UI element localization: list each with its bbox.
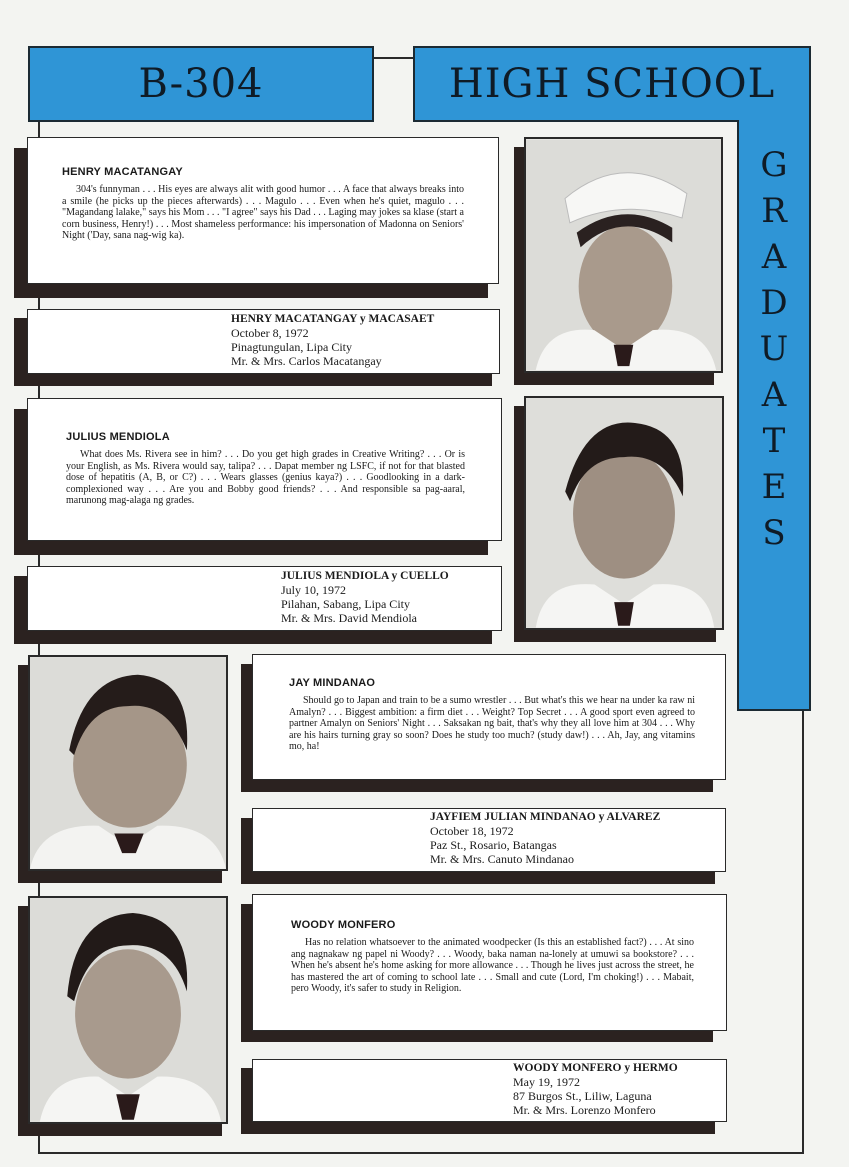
- parents: Mr. & Mrs. David Mendiola: [281, 611, 417, 625]
- birthdate: May 19, 1972: [513, 1075, 580, 1089]
- bio-name: HENRY MACATANGAY: [62, 166, 183, 178]
- section-title: B-304: [138, 61, 264, 107]
- info-block: [231, 312, 434, 368]
- bio-text: Should go to Japan and train to be a sumo wrestler . . . But what's this we hear na under ka raw ni Amalyn? . . . Biggest ambition: a firm diet . . . Weight? Top Secret . . . A good sport even agreed to partner Amalyn on Seniors' Night . . . Saksakan ng bait, that's why they all love him at 304 . . . Why are his hairs turning gray so soon? Does he study too much? (study daw!) . . . Ah, Jay, ang vitamins mo, ha!: [289, 695, 695, 752]
- frame-line: [802, 711, 804, 1154]
- portrait-photo: [28, 655, 228, 871]
- graduates-letter: A: [761, 375, 787, 415]
- parents: Mr. & Mrs. Canuto Mindanao: [430, 852, 574, 866]
- parents: Mr. & Mrs. Carlos Macatangay: [231, 354, 382, 368]
- bio-box: [252, 654, 726, 780]
- full-name: JULIUS MENDIOLA y CUELLO: [281, 570, 449, 582]
- address: Paz St., Rosario, Batangas: [430, 838, 557, 852]
- portrait-photo: [524, 396, 724, 630]
- graduates-letter: G: [760, 145, 788, 185]
- graduates-letter: T: [762, 421, 786, 461]
- graduates-letter: D: [760, 283, 788, 323]
- portrait-photo: [524, 137, 723, 373]
- birthdate: October 18, 1972: [430, 824, 514, 838]
- birthdate: July 10, 1972: [281, 583, 347, 597]
- full-name: HENRY MACATANGAY y MACASAET: [231, 313, 435, 325]
- portrait-image: [526, 398, 722, 628]
- bio-name: JAY MINDANAO: [289, 677, 376, 689]
- address: 87 Burgos St., Liliw, Laguna: [513, 1089, 652, 1103]
- page-title: HIGH SCHOOL: [448, 61, 776, 107]
- bio-box: [27, 398, 502, 541]
- graduates-letter: E: [761, 467, 787, 507]
- address: Pinagtungulan, Lipa City: [231, 340, 352, 354]
- graduates-letter: R: [761, 191, 787, 231]
- section-banner: [28, 46, 374, 122]
- info-block: [430, 810, 660, 866]
- portrait-photo: [28, 896, 228, 1124]
- full-name: JAYFIEM JULIAN MINDANAO y ALVAREZ: [430, 811, 661, 823]
- bio-text: 304's funnyman . . . His eyes are always alit with good humor . . . A face that always breaks into a smile (he picks up the pieces afterwards) . . . Magulo . . . Even when he's quiet, magulo . . . "Magandang lalake," says his Mom . . . "I agree" says his Dad . . . Laging may jokes sa klase (start a corn business, Henry!) . . . Most shameless performance: his impersonation of Madonna on Seniors' Night ('Day, sana nag-wig ka).: [62, 184, 464, 241]
- portrait-image: [30, 657, 226, 869]
- graduates-column: [737, 120, 811, 711]
- bio-name: WOODY MONFERO: [291, 919, 396, 931]
- frame-line: [38, 1152, 804, 1154]
- info-block: [281, 569, 449, 625]
- graduates-word: [739, 142, 809, 556]
- info-block: [513, 1061, 678, 1117]
- bio-text: What does Ms. Rivera see in him? . . . Do you get high grades in Creative Writing? . . . Or is your English, as Ms. Rivera would say, talipa? . . . Dapat member ng LSFC, if not for that blasted dose of hepatitis (A, B, or C?) . . . Wears glasses (genius kaya?) . . . Goodlooking in a dark-complexioned way . . . Are you and Bobby good friends? . . . And responsible sa pag-aaral, marunong mag-alaga ng grades.: [66, 449, 465, 506]
- portrait-image: [526, 139, 721, 371]
- bio-box: [27, 137, 499, 284]
- graduates-letter: S: [762, 513, 786, 553]
- portrait-image: [30, 898, 226, 1122]
- bio-box: [252, 894, 727, 1031]
- birthdate: October 8, 1972: [231, 326, 309, 340]
- graduates-letter: A: [761, 237, 787, 277]
- bio-text: Has no relation whatsoever to the animated woodpecker (Is this an established fact?) . . . At sino ang nagnakaw ng papel ni Woody? . . . Woody, baka naman na-lonely at umuwi sa bookstore? . . . When he's absent he's home asking for more allowance . . . Though he lives just across the street, he has mastered the art of coming to school late . . . Small and cute (Lord, I'm choking!) . . . Mabait, pero Woody, it's safer to study in Religion.: [291, 937, 694, 994]
- full-name: WOODY MONFERO y HERMO: [513, 1062, 678, 1074]
- parents: Mr. & Mrs. Lorenzo Monfero: [513, 1103, 656, 1117]
- frame-line: [374, 57, 413, 59]
- bio-name: JULIUS MENDIOLA: [66, 431, 170, 443]
- graduates-letter: U: [759, 329, 789, 369]
- address: Pilahan, Sabang, Lipa City: [281, 597, 410, 611]
- title-banner: [413, 46, 811, 122]
